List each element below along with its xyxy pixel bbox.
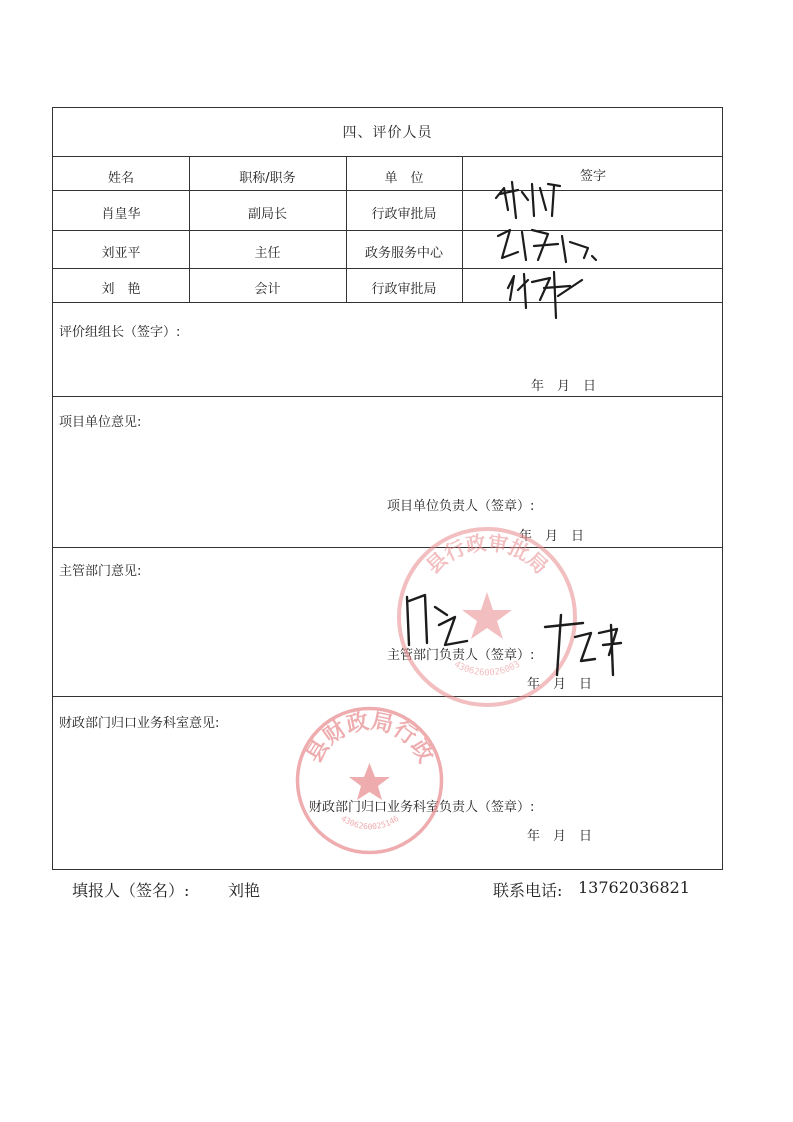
svg-text:县财政局行政 bbox=[302, 709, 438, 767]
filler-label: 填报人（签名）: bbox=[72, 881, 190, 900]
person-unit: 行政审批局 bbox=[371, 282, 437, 297]
competent-dept-label: 主管部门意见: bbox=[59, 564, 142, 579]
project-unit-date: 年 月 日 bbox=[519, 529, 585, 544]
divider bbox=[53, 696, 722, 697]
section-title: 四、评价人员 bbox=[342, 125, 433, 141]
svg-text:县行政审批局 bbox=[421, 530, 553, 578]
group-leader-label: 评价组组长（签字）: bbox=[59, 325, 181, 340]
person-name: 刘 艳 bbox=[101, 282, 141, 297]
person-title: 副局长 bbox=[247, 207, 287, 222]
seal-text: 县行政审批局 bbox=[421, 530, 553, 579]
group-leader-date: 年 月 日 bbox=[531, 379, 597, 394]
divider bbox=[53, 190, 722, 191]
seal-text: 县财政局行政 bbox=[301, 709, 439, 768]
svg-text:4306260025146 bbox=[339, 814, 400, 831]
header-signature: 签字 bbox=[579, 169, 606, 184]
header-name: 姓名 bbox=[107, 171, 134, 186]
person-title: 主任 bbox=[254, 246, 281, 261]
person-unit: 政务服务中心 bbox=[364, 246, 443, 261]
person-name: 肖皇华 bbox=[101, 207, 141, 222]
header-unit: 单 位 bbox=[384, 171, 424, 186]
divider bbox=[53, 268, 722, 269]
seal-code: 4306260026003 bbox=[452, 659, 522, 679]
divider bbox=[53, 396, 722, 397]
person-name: 刘亚平 bbox=[101, 246, 141, 261]
header-title: 职称/职务 bbox=[239, 171, 296, 186]
divider bbox=[53, 230, 722, 231]
finance-dept-sign-label: 财政部门归口业务科室负责人（签章）: bbox=[309, 800, 535, 815]
person-unit: 行政审批局 bbox=[371, 207, 437, 222]
competent-dept-date: 年 月 日 bbox=[527, 677, 593, 692]
finance-dept-date: 年 月 日 bbox=[527, 829, 593, 844]
project-unit-sign-label: 项目单位负责人（签章）: bbox=[387, 499, 535, 514]
handwritten-signatures bbox=[395, 585, 635, 695]
phone-number: 13762036821 bbox=[578, 878, 690, 897]
seal-code: 4306260025146 bbox=[339, 813, 401, 832]
finance-dept-label: 财政部门归口业务科室意见: bbox=[59, 716, 220, 731]
filler-name: 刘艳 bbox=[228, 881, 261, 900]
handwritten-signatures bbox=[488, 170, 618, 340]
project-unit-label: 项目单位意见: bbox=[59, 415, 142, 430]
competent-dept-sign-label: 主管部门负责人（签章）: bbox=[387, 648, 535, 663]
divider bbox=[53, 302, 722, 303]
divider bbox=[53, 547, 722, 548]
finance-bureau-seal bbox=[292, 703, 447, 858]
person-title: 会计 bbox=[254, 282, 281, 297]
divider bbox=[53, 156, 722, 157]
phone-label: 联系电话: bbox=[493, 881, 563, 900]
